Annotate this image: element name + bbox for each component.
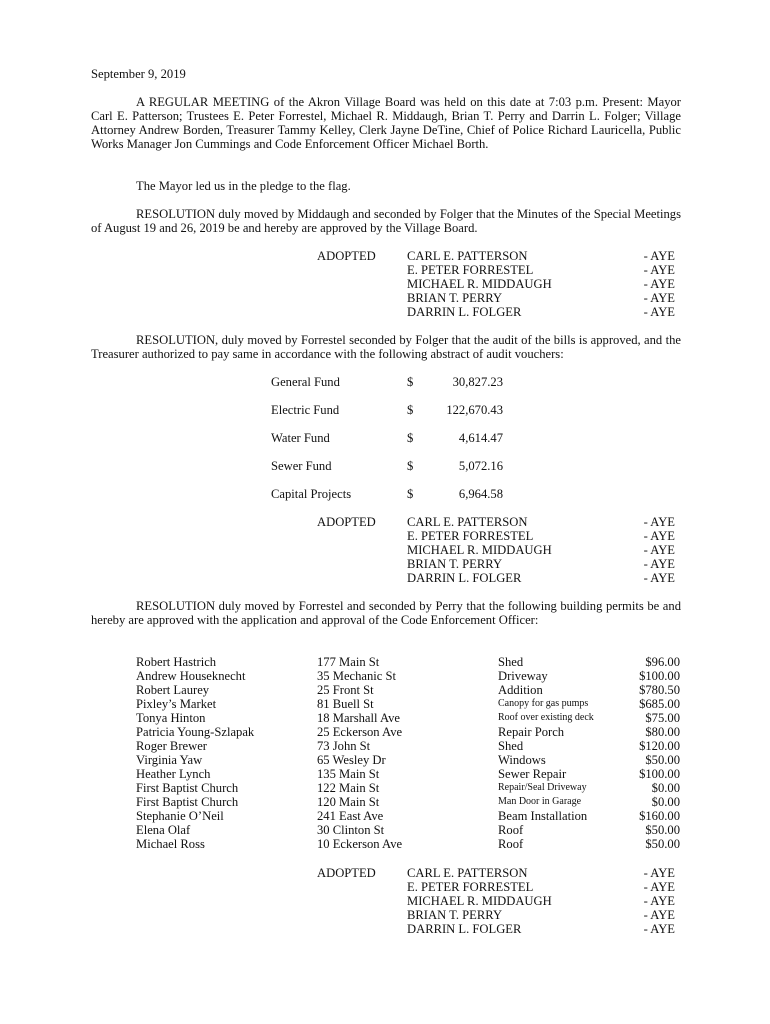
permit-address: 73 John St	[317, 739, 371, 753]
vote-row	[407, 305, 675, 319]
permit-row	[136, 809, 680, 823]
vote-row	[407, 571, 675, 585]
voter-name: MICHAEL R. MIDDAUGH	[407, 277, 552, 291]
permit-applicant: Heather Lynch	[136, 767, 211, 781]
permit-type: Shed	[498, 739, 524, 753]
vote-row	[407, 908, 675, 922]
fund-row	[271, 459, 503, 473]
fund-amount: 122,670.43	[446, 403, 503, 417]
meeting-date: September 9, 2019	[91, 67, 186, 81]
permit-applicant: Patricia Young-Szlapak	[136, 725, 255, 739]
permit-row	[136, 837, 680, 851]
fund-name: Electric Fund	[271, 403, 340, 417]
permit-address: 35 Mechanic St	[317, 669, 397, 683]
vote-value: - AYE	[643, 249, 675, 263]
permit-row	[136, 655, 680, 669]
vote-row	[407, 277, 675, 291]
permit-applicant: Robert Hastrich	[136, 655, 217, 669]
voter-name: E. PETER FORRESTEL	[407, 880, 534, 894]
permit-address: 10 Eckerson Ave	[317, 837, 403, 851]
permits-resolution: RESOLUTION duly moved by Forrestel and seconded by Perry that the following building permits be and hereby are approved with the application and approval of the Code Enforcement Officer:	[91, 599, 681, 627]
permit-fee: $50.00	[645, 837, 680, 851]
fund-amount: 4,614.47	[458, 431, 503, 445]
permit-address: 65 Wesley Dr	[317, 753, 386, 767]
vote-value: - AYE	[643, 922, 675, 936]
voter-name: MICHAEL R. MIDDAUGH	[407, 894, 552, 908]
permit-applicant: Elena Olaf	[136, 823, 191, 837]
permit-row	[136, 767, 680, 781]
permit-row	[136, 753, 680, 767]
minutes-resolution: RESOLUTION duly moved by Middaugh and seconded by Folger that the Minutes of the Special Meetings of August 19 and 26, 2019 be and hereby are approved by the Village Board.	[91, 207, 681, 235]
voter-name: CARL E. PATTERSON	[407, 515, 528, 529]
vote-row	[407, 529, 675, 543]
pledge-paragraph: The Mayor led us in the pledge to the flag.	[136, 179, 351, 193]
vote-row	[407, 543, 675, 557]
permit-applicant: Andrew Houseknecht	[136, 669, 246, 683]
vote-value: - AYE	[643, 277, 675, 291]
permit-type: Windows	[498, 753, 546, 767]
fund-currency: $	[407, 459, 414, 473]
permit-row	[136, 781, 680, 795]
permit-fee: $50.00	[645, 753, 680, 767]
intro-paragraph: A REGULAR MEETING of the Akron Village Board was held on this date at 7:03 p.m. Present: Mayor Carl E. Patterson; Trustees E. Peter Forrestel, Michael R. Middaugh, Brian T. Perry and Darrin L. Folger; Village Attorney Andrew Borden, Treasurer Tammy Kelley, Clerk Jayne DeTine, Chief of Police Richard Lauricella, Public Works Manager Jon Cummings and Code Enforcement Officer Michael Borth.	[91, 95, 681, 151]
adopted-label: ADOPTED	[317, 515, 376, 529]
permit-type: Repair Porch	[498, 725, 565, 739]
permit-applicant: First Baptist Church	[136, 781, 239, 795]
permit-type: Repair/Seal Driveway	[498, 782, 587, 793]
permit-address: 30 Clinton St	[317, 823, 385, 837]
permit-fee: $100.00	[639, 767, 680, 781]
permit-fee: $75.00	[645, 711, 680, 725]
permit-type: Roof over existing deck	[498, 712, 594, 723]
permit-address: 177 Main St	[317, 655, 380, 669]
vote-row	[407, 866, 675, 880]
vote-row	[407, 880, 675, 894]
permit-applicant: Virginia Yaw	[136, 753, 203, 767]
permit-address: 120 Main St	[317, 795, 380, 809]
permit-fee: $80.00	[645, 725, 680, 739]
permit-row	[136, 823, 680, 837]
voter-name: BRIAN T. PERRY	[407, 557, 503, 571]
voter-name: E. PETER FORRESTEL	[407, 529, 534, 543]
permit-type: Roof	[498, 823, 524, 837]
permit-applicant: Robert Laurey	[136, 683, 210, 697]
voter-name: CARL E. PATTERSON	[407, 249, 528, 263]
permit-row	[136, 725, 680, 739]
fund-row	[271, 375, 503, 389]
permit-address: 122 Main St	[317, 781, 380, 795]
permit-row	[136, 739, 680, 753]
permit-address: 25 Eckerson Ave	[317, 725, 403, 739]
permit-address: 81 Buell St	[317, 697, 374, 711]
voter-name: MICHAEL R. MIDDAUGH	[407, 543, 552, 557]
vote-value: - AYE	[643, 866, 675, 880]
permit-address: 18 Marshall Ave	[317, 711, 401, 725]
permit-fee: $50.00	[645, 823, 680, 837]
permit-fee: $160.00	[639, 809, 680, 823]
fund-row	[271, 487, 503, 501]
vote-row	[407, 291, 675, 305]
vote-value: - AYE	[643, 908, 675, 922]
vote-value: - AYE	[643, 529, 675, 543]
fund-row	[271, 403, 503, 417]
fund-name: Sewer Fund	[271, 459, 332, 473]
vote-value: - AYE	[643, 263, 675, 277]
permit-applicant: Roger Brewer	[136, 739, 207, 753]
voter-name: BRIAN T. PERRY	[407, 908, 503, 922]
audit-resolution: RESOLUTION, duly moved by Forrestel seconded by Folger that the audit of the bills is approved, and the Treasurer authorized to pay same in accordance with the following abstract of audit vouchers:	[91, 333, 681, 361]
voter-name: DARRIN L. FOLGER	[407, 305, 522, 319]
vote-value: - AYE	[643, 305, 675, 319]
permit-fee: $0.00	[651, 795, 680, 809]
fund-amount: 30,827.23	[452, 375, 503, 389]
permit-address: 135 Main St	[317, 767, 380, 781]
vote-value: - AYE	[643, 557, 675, 571]
permit-type: Roof	[498, 837, 524, 851]
permit-applicant: Stephanie O’Neil	[136, 809, 224, 823]
permit-applicant: Pixley’s Market	[136, 697, 217, 711]
permit-type: Shed	[498, 655, 524, 669]
permit-row	[136, 683, 680, 697]
permit-address: 241 East Ave	[317, 809, 384, 823]
permit-row	[136, 697, 680, 711]
fund-name: Capital Projects	[271, 487, 352, 501]
fund-currency: $	[407, 431, 414, 445]
permit-applicant: Michael Ross	[136, 837, 205, 851]
fund-amount: 6,964.58	[458, 487, 503, 501]
voter-name: BRIAN T. PERRY	[407, 291, 503, 305]
permit-address: 25 Front St	[317, 683, 374, 697]
vote-value: - AYE	[643, 543, 675, 557]
permit-fee: $120.00	[639, 739, 680, 753]
voter-name: DARRIN L. FOLGER	[407, 922, 522, 936]
vote-row	[407, 557, 675, 571]
vote-value: - AYE	[643, 880, 675, 894]
permit-fee: $96.00	[645, 655, 680, 669]
permit-row	[136, 795, 680, 809]
permit-applicant: Tonya Hinton	[136, 711, 206, 725]
permit-fee: $100.00	[639, 669, 680, 683]
vote-row	[407, 922, 675, 936]
permit-type: Beam Installation	[498, 809, 588, 823]
voter-name: E. PETER FORRESTEL	[407, 263, 534, 277]
vote-value: - AYE	[643, 894, 675, 908]
vote-row	[407, 263, 675, 277]
permit-type: Sewer Repair	[498, 767, 567, 781]
adopted-label: ADOPTED	[317, 866, 376, 880]
vote-row	[407, 515, 675, 529]
permit-type: Man Door in Garage	[498, 796, 582, 807]
permit-fee: $780.50	[639, 683, 680, 697]
permit-applicant: First Baptist Church	[136, 795, 239, 809]
vote-value: - AYE	[643, 515, 675, 529]
permit-fee: $0.00	[651, 781, 680, 795]
voter-name: CARL E. PATTERSON	[407, 866, 528, 880]
fund-currency: $	[407, 487, 414, 501]
vote-value: - AYE	[643, 571, 675, 585]
permit-fee: $685.00	[639, 697, 680, 711]
permit-type: Driveway	[498, 669, 548, 683]
fund-row	[271, 431, 503, 445]
permit-row	[136, 711, 680, 725]
fund-amount: 5,072.16	[458, 459, 503, 473]
permit-row	[136, 669, 680, 683]
permit-type: Addition	[498, 683, 543, 697]
vote-row	[407, 894, 675, 908]
adopted-label: ADOPTED	[317, 249, 376, 263]
fund-name: General Fund	[271, 375, 340, 389]
fund-name: Water Fund	[271, 431, 330, 445]
fund-currency: $	[407, 403, 414, 417]
fund-currency: $	[407, 375, 414, 389]
vote-row	[407, 249, 675, 263]
vote-value: - AYE	[643, 291, 675, 305]
voter-name: DARRIN L. FOLGER	[407, 571, 522, 585]
permit-type: Canopy for gas pumps	[498, 698, 589, 709]
